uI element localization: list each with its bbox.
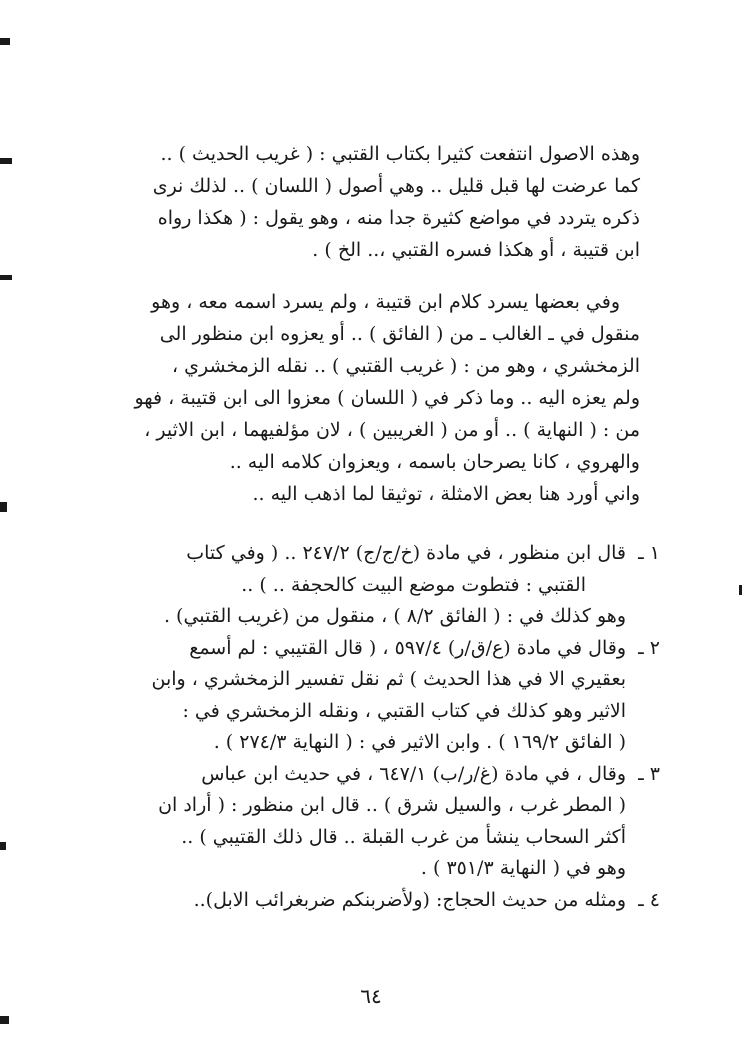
scan-mark-left-1 <box>0 38 10 45</box>
paragraph-2-line: منقول في ـ الغالب ـ من ( الفائق ) .. أو يعزوه ابن منظور الى <box>159 323 640 345</box>
examples-list <box>100 538 660 916</box>
paragraph-1-line: وهذه الاصول انتفعت كثيرا بكتاب القتبي : ( غريب الحديث ) .. <box>160 143 640 165</box>
paragraph-2-line: والهروي ، كانا يصرحان باسمه ، ويعزوان كلامه اليه .. <box>229 451 640 473</box>
paragraph-1-line: ذكره يتردد في مواضع كثيرة جدا منه ، وهو يقول : ( هكذا رواه <box>157 207 640 229</box>
scan-mark-left-3 <box>0 275 12 280</box>
item-line: القتبي : فتطوت موضع البيت كالحجفة .. ) .. <box>241 573 586 596</box>
scan-mark-left-6 <box>0 1016 9 1024</box>
paragraph-2-line: واني أورد هنا بعض الامثلة ، توثيقا لما اذهب اليه .. <box>252 483 640 505</box>
item-number: ٤ ـ <box>638 888 660 911</box>
item-line: وقال ، في مادة (غ/ر/ب) ٦٤٧/١ ، في حديث ابن عباس <box>201 762 626 785</box>
item-line: بعقيري الا في هذا الحديث ) ثم نقل تفسير الزمخشري ، وابن <box>151 668 626 690</box>
paragraph-2-line: ولم يعزه اليه .. وما ذكر في ( اللسان ) معزوا الى ابن قتيبة ، فهو <box>134 387 640 409</box>
paragraph-2-line: وفي بعضها يسرد كلام ابن قتيبة ، ولم يسرد اسمه معه ، وهو <box>151 291 620 313</box>
item-line: ومثله من حديث الحجاج: (ولأضربنكم ضربغرائب الابل).. <box>193 888 626 911</box>
item-line: وقال في مادة (ع/ق/ر) ٥٩٧/٤ ، ( قال القتيبي : لم أسمع <box>189 636 626 659</box>
item-line: الاثير وهو كذلك في كتاب القتبي ، ونقله الزمخشري في : <box>182 699 626 722</box>
list-item <box>100 538 660 633</box>
paragraph-1 <box>100 138 640 266</box>
paragraph-1-line: كما عرضت لها قبل قليل .. وهي أصول ( اللسان ) .. لذلك نرى <box>152 175 640 197</box>
list-item <box>100 885 660 917</box>
paragraph-2-line: من : ( النهاية ) .. أو من ( الغريبين ) ، لان مؤلفيهما ، ابن الاثير ، <box>144 419 640 441</box>
item-line: ( المطر غرب ، والسيل شرق ) .. قال ابن منظور : ( أراد ان <box>158 794 626 816</box>
scan-mark-left-4 <box>0 502 7 512</box>
paragraph-2 <box>100 286 640 510</box>
paragraph-1-line: ابن قتيبة ، أو هكذا فسره القتبي ،.. الخ ) . <box>312 239 640 261</box>
item-line: وهو كذلك في : ( الفائق ٨/٢ ) ، منقول من (غريب القتبي) . <box>163 605 626 627</box>
item-line: ( الفائق ١٦٩/٢ ) . وابن الاثير في : ( النهاية ٢٧٤/٣ ) . <box>213 731 626 753</box>
item-line: وهو في ( النهاية ٣٥١/٣ ) . <box>420 857 626 879</box>
item-number: ١ ـ <box>638 542 660 564</box>
item-line: قال ابن منظور ، في مادة (خ/ج/ج) ٢٤٧/٢ .. ( وفي كتاب <box>186 542 626 564</box>
item-number: ٣ ـ <box>638 762 660 785</box>
list-item <box>100 633 660 759</box>
list-item <box>100 759 660 885</box>
scan-mark-left-5 <box>0 842 6 850</box>
item-number: ٢ ـ <box>638 636 660 659</box>
paragraph-2-line: الزمخشري ، وهو من : ( غريب القتبي ) .. نقله الزمخشري ، <box>171 355 640 377</box>
scan-mark-left-2 <box>0 158 12 164</box>
page-number: ٦٤ <box>360 984 382 1008</box>
item-line: أكثر السحاب ينشأ من غرب القبلة .. قال ذلك القتيبي ) .. <box>181 825 626 848</box>
